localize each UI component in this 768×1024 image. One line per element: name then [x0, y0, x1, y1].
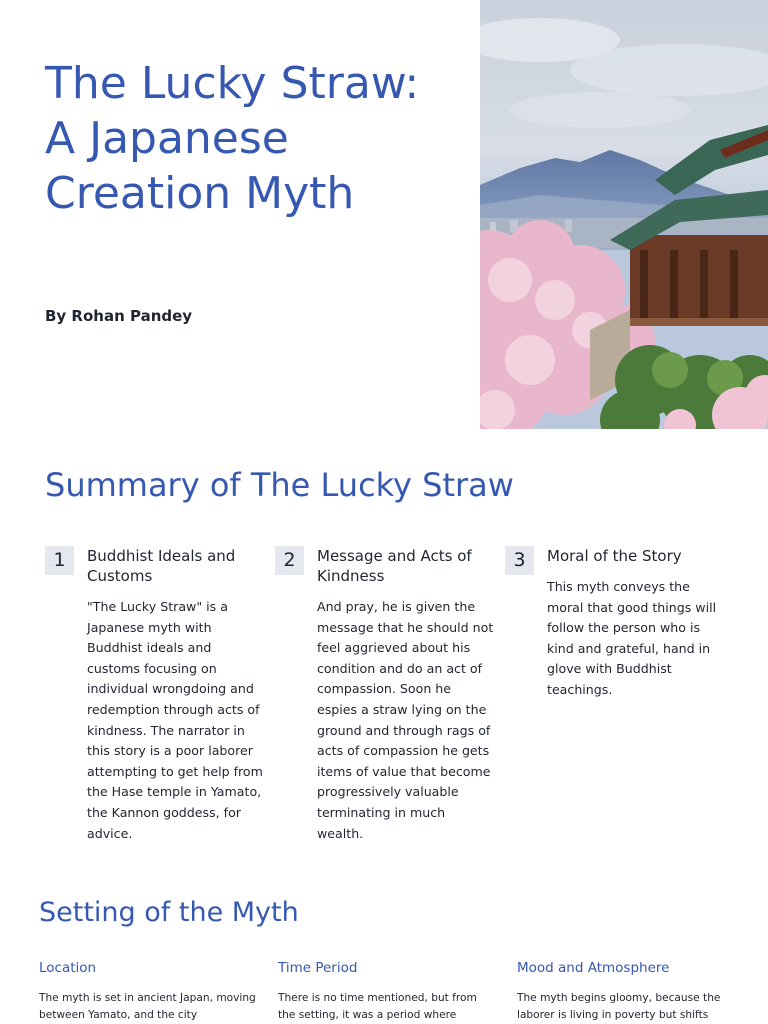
step-title: Moral of the Story: [547, 547, 682, 565]
step-text: And pray, he is given the message that he should not feel aggrieved about his condition and do an act of compassion. Soon he espies a straw lying on the ground and through rags of acts of compassion he gets items of value that become progressively valuable terminating in much wealth.: [317, 599, 494, 841]
setting-time-period: [278, 960, 496, 1024]
step-text: This myth conveys the moral that good things will follow the person who is kind and grateful, hand in glove with Buddhist teachings.: [547, 579, 717, 697]
step-title: Buddhist Ideals and Customs: [87, 547, 236, 585]
temple-illustration: [480, 0, 768, 429]
setting-column-text: There is no time mentioned, but from the setting, it was a period where: [278, 992, 477, 1021]
step-number-badge: 2: [275, 546, 304, 575]
setting-column-title: Mood and Atmosphere: [517, 960, 670, 976]
setting-column-title: Time Period: [278, 960, 358, 976]
summary-heading: Summary of The Lucky Straw: [45, 466, 514, 504]
author-byline: By Rohan Pandey: [45, 307, 193, 325]
setting-column-text: The myth begins gloomy, because the laborer is living in poverty but shifts: [517, 992, 721, 1021]
setting-column-title: Location: [39, 960, 97, 976]
step-number-badge: 3: [505, 546, 534, 575]
title-line-3: Creation Myth: [45, 168, 355, 219]
setting-mood: [517, 960, 735, 1024]
step-title: Message and Acts of Kindness: [317, 547, 472, 585]
title-line-2: A Japanese: [45, 113, 289, 164]
setting-column-text: The myth is set in ancient Japan, moving between Yamato, and the city: [39, 992, 256, 1021]
step-text: "The Lucky Straw" is a Japanese myth with Buddhist ideals and customs focusing on individual wrongdoing and redemption through acts of kindness. The narrator in this story is a poor laborer attempting to get help from the Hase temple in Yamato, the Kannon goddess, for advice.: [87, 599, 263, 841]
step-number-badge: 1: [45, 546, 74, 575]
page-title: [45, 56, 465, 221]
setting-location: [39, 960, 257, 1024]
setting-heading: Setting of the Myth: [39, 897, 299, 928]
title-line-1: The Lucky Straw:: [45, 58, 420, 109]
temple-cherry-blossom-image: [480, 0, 768, 429]
